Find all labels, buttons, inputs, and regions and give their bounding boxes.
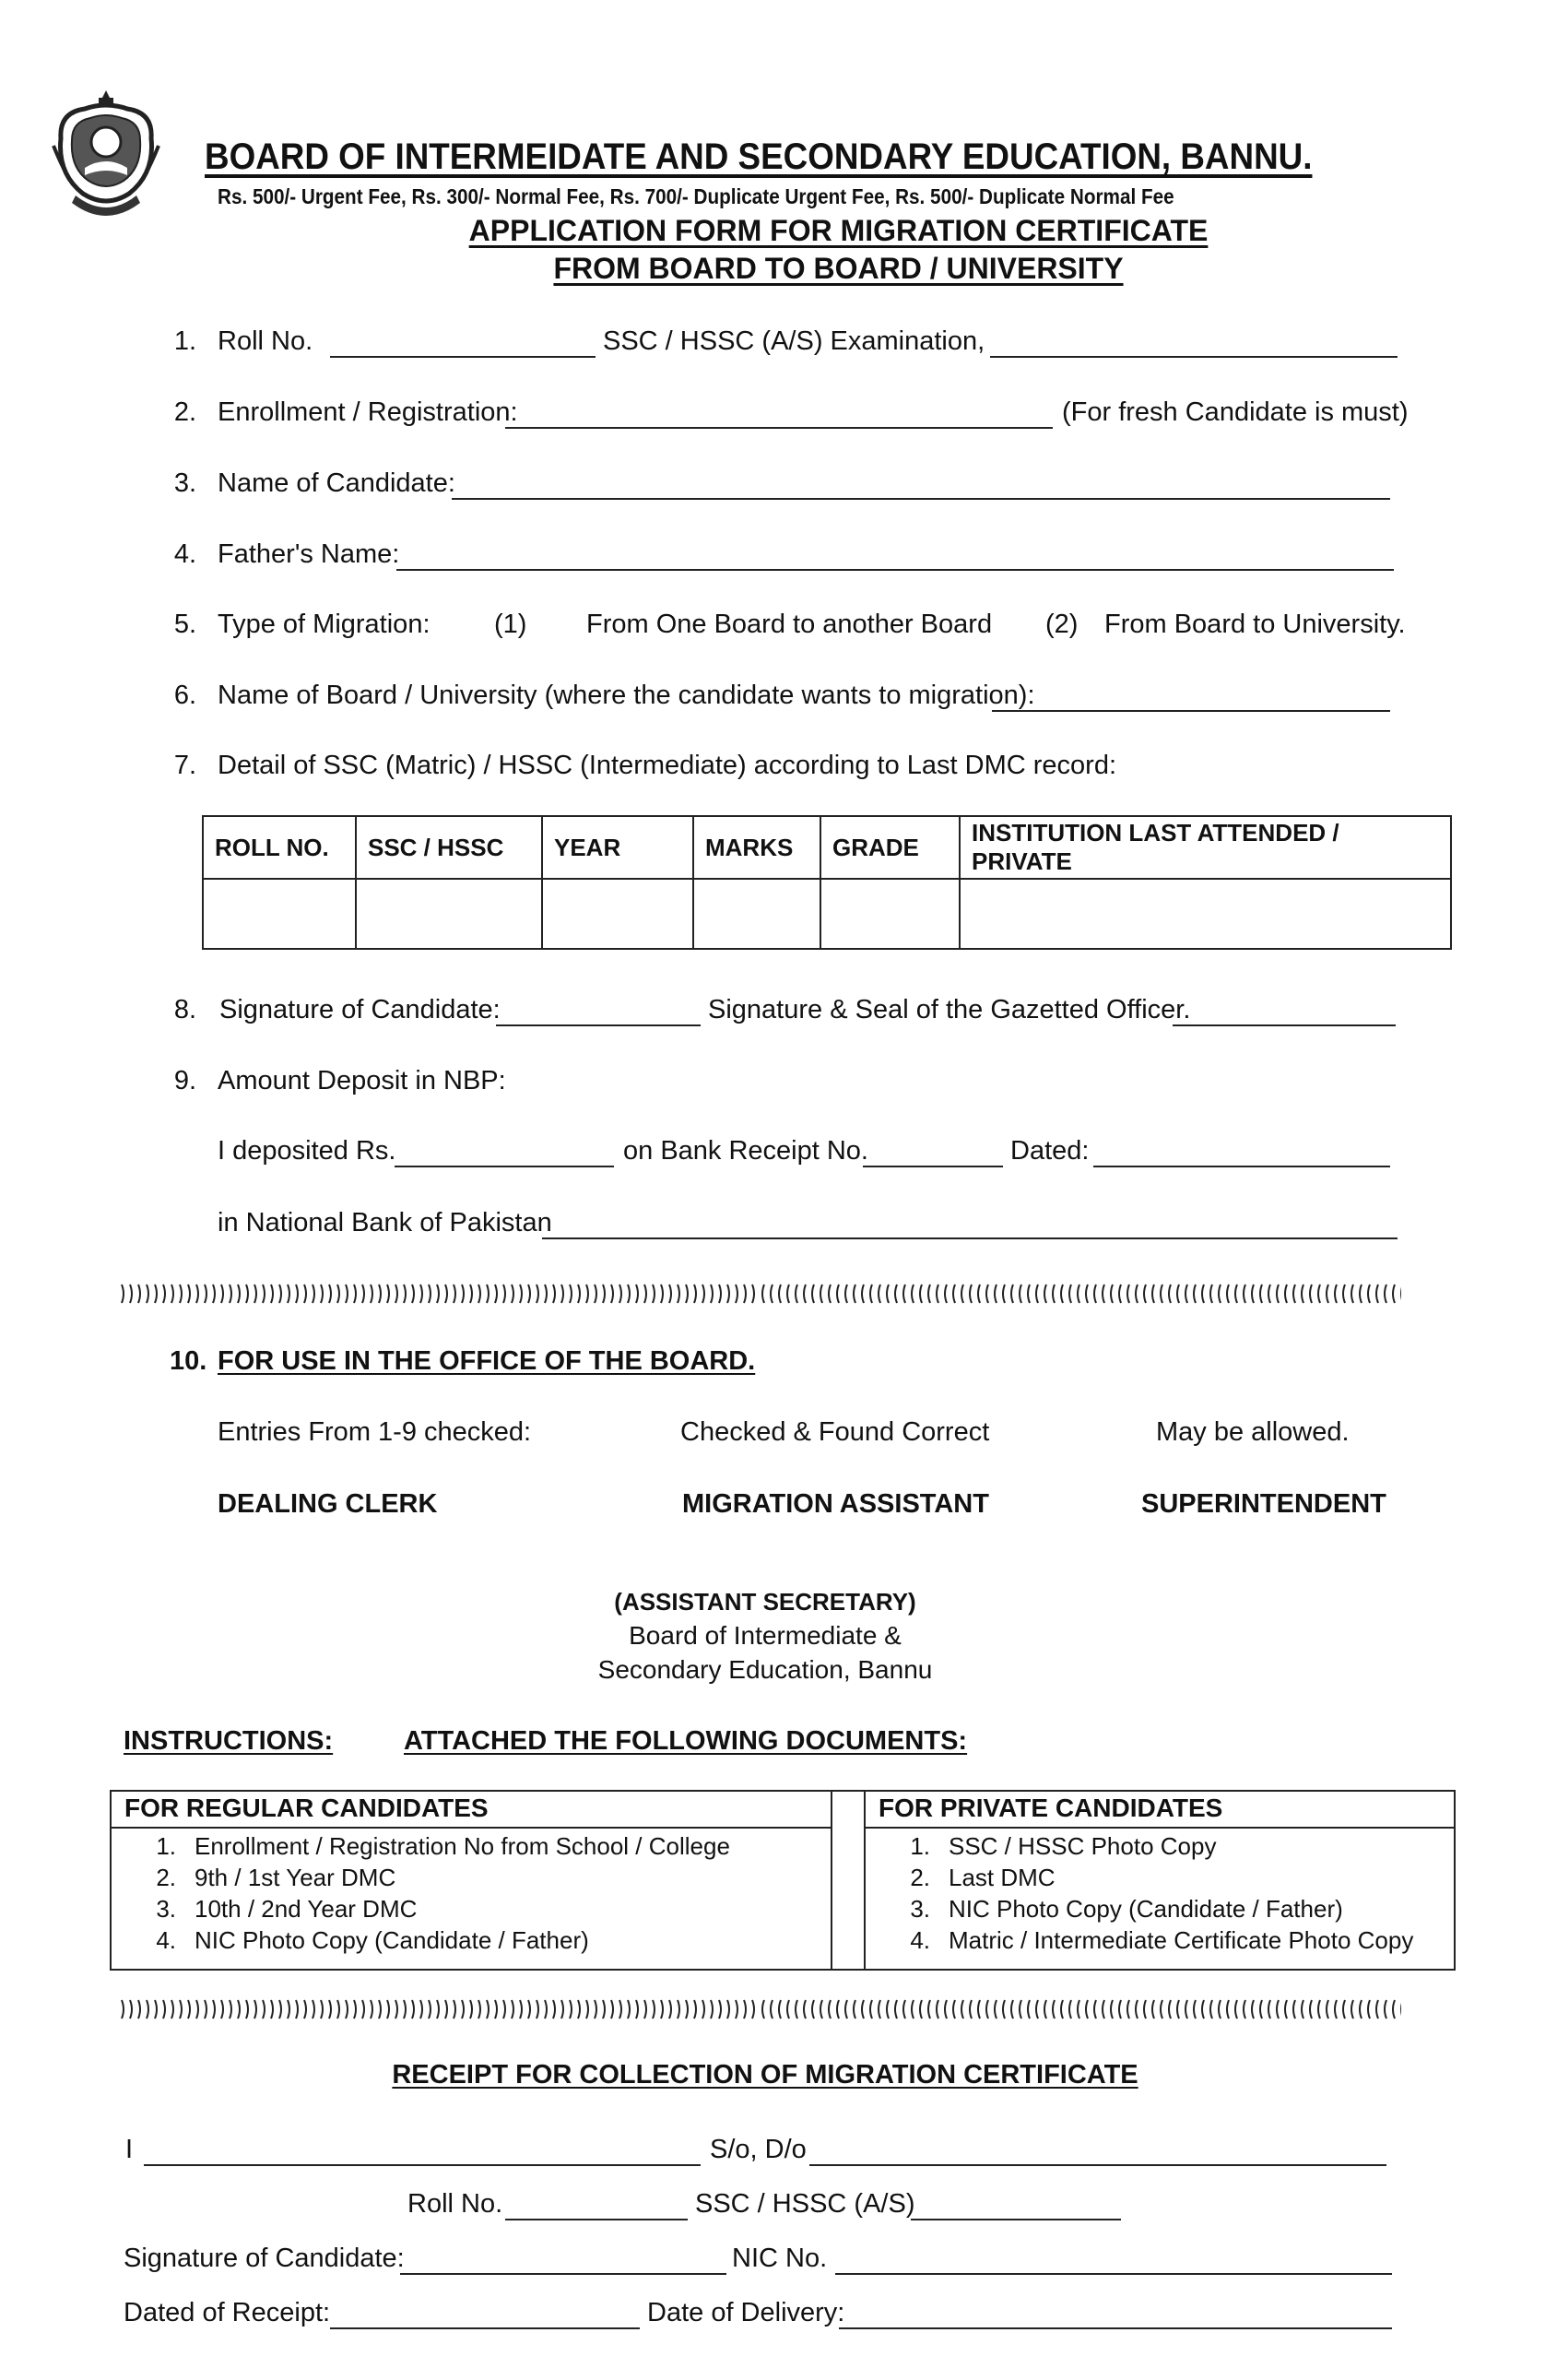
receipt-name-field[interactable] bbox=[144, 2164, 701, 2166]
field-8-number: 8. bbox=[173, 995, 196, 1024]
table-spacer bbox=[832, 1791, 865, 1828]
migration-option-2[interactable]: From Board to University. bbox=[1104, 610, 1406, 639]
delivery-date-label: Date of Delivery: bbox=[647, 2298, 845, 2327]
documents-table bbox=[110, 1790, 1456, 1971]
bank-receipt-field[interactable] bbox=[863, 1166, 1003, 1167]
candidate-signature-field[interactable] bbox=[496, 1024, 701, 1026]
list-item: 4. NIC Photo Copy (Candidate / Father) bbox=[156, 1926, 589, 1954]
form-subtitle: FROM BOARD TO BOARD / UNIVERSITY bbox=[553, 252, 1124, 285]
list-item: 3. NIC Photo Copy (Candidate / Father) bbox=[910, 1895, 1343, 1923]
receipt-nic-field[interactable] bbox=[835, 2273, 1392, 2275]
dmc-header-year: YEAR bbox=[542, 816, 693, 879]
field-2-number: 2. bbox=[173, 397, 196, 427]
board-logo-seal bbox=[48, 85, 164, 223]
enrollment-field[interactable] bbox=[505, 427, 1053, 429]
cut-line-divider bbox=[120, 1282, 1401, 1306]
private-documents-cell bbox=[865, 1828, 1455, 1970]
migration-assistant-label: MIGRATION ASSISTANT bbox=[682, 1489, 989, 1519]
examination-label: SSC / HSSC (A/S) Examination, bbox=[603, 326, 985, 356]
receipt-ssc-field[interactable] bbox=[911, 2219, 1121, 2220]
receipt-so-do-label: S/o, D/o bbox=[710, 2135, 807, 2164]
receipt-roll-label: Roll No. bbox=[407, 2189, 503, 2219]
enrollment-note: (For fresh Candidate is must) bbox=[1062, 397, 1409, 427]
nbp-branch-field[interactable] bbox=[542, 1237, 1398, 1239]
dmc-header-marks: MARKS bbox=[693, 816, 820, 879]
migration-option-2-number: (2) bbox=[1045, 610, 1079, 639]
list-item: 2. 9th / 1st Year DMC bbox=[156, 1864, 396, 1891]
migration-option-1-number: (1) bbox=[494, 610, 527, 639]
gazetted-officer-label: Signature & Seal of the Gazetted Officer. bbox=[708, 995, 1191, 1024]
dmc-header-institution: INSTITUTION LAST ATTENDED / PRIVATE bbox=[960, 816, 1451, 879]
field-6-number: 6. bbox=[173, 681, 196, 710]
dmc-header-grade: GRADE bbox=[820, 816, 960, 879]
delivery-date-field[interactable] bbox=[839, 2327, 1392, 2329]
list-item: 4. Matric / Intermediate Certificate Photo Copy bbox=[910, 1926, 1414, 1954]
receipt-date-field[interactable] bbox=[330, 2327, 640, 2329]
regular-documents-list bbox=[112, 1829, 831, 1969]
enrollment-label: Enrollment / Registration: bbox=[218, 397, 518, 427]
bank-receipt-label: on Bank Receipt No. bbox=[623, 1136, 868, 1166]
entries-checked-text: Entries From 1-9 checked: bbox=[218, 1417, 532, 1447]
deposit-dated-label: Dated: bbox=[1010, 1136, 1090, 1166]
private-documents-list bbox=[866, 1829, 1454, 1969]
father-name-label: Father's Name: bbox=[218, 539, 400, 569]
deposited-rs-label: I deposited Rs. bbox=[218, 1136, 396, 1166]
receipt-date-label: Dated of Receipt: bbox=[124, 2298, 331, 2327]
field-9-number: 9. bbox=[173, 1066, 196, 1095]
dmc-level-cell[interactable] bbox=[356, 879, 542, 949]
office-section-number: 10. bbox=[170, 1346, 207, 1376]
office-section-title: FOR USE IN THE OFFICE OF THE BOARD. bbox=[218, 1346, 756, 1376]
deposit-date-field[interactable] bbox=[1093, 1166, 1390, 1167]
receipt-i-label: I bbox=[125, 2135, 134, 2164]
assistant-secretary-line-2: Secondary Education, Bannu bbox=[597, 1655, 933, 1684]
receipt-nic-label: NIC No. bbox=[732, 2244, 828, 2273]
dmc-detail-label: Detail of SSC (Matric) / HSSC (Intermediate) according to Last DMC record: bbox=[218, 751, 1117, 780]
dmc-year-cell[interactable] bbox=[542, 879, 693, 949]
amount-deposit-label: Amount Deposit in NBP: bbox=[218, 1066, 506, 1095]
dmc-header-roll: ROLL NO. bbox=[203, 816, 356, 879]
private-candidates-header: FOR PRIVATE CANDIDATES bbox=[865, 1791, 1455, 1828]
assistant-secretary-line-1: Board of Intermediate & bbox=[629, 1621, 902, 1650]
list-item: 3. 10th / 2nd Year DMC bbox=[156, 1895, 418, 1923]
receipt-roll-field[interactable] bbox=[505, 2219, 688, 2220]
dealing-clerk-label: DEALING CLERK bbox=[218, 1489, 438, 1519]
field-5-number: 5. bbox=[173, 610, 196, 639]
regular-candidates-header: FOR REGULAR CANDIDATES bbox=[111, 1791, 832, 1828]
gazetted-officer-field[interactable] bbox=[1173, 1024, 1396, 1026]
list-item: 1. SSC / HSSC Photo Copy bbox=[910, 1832, 1217, 1860]
board-title: BOARD OF INTERMEIDATE AND SECONDARY EDUCATION, BANNU. bbox=[205, 136, 1313, 177]
superintendent-label: SUPERINTENDENT bbox=[1141, 1489, 1386, 1519]
target-board-label: Name of Board / University (where the candidate wants to migration): bbox=[218, 681, 1035, 710]
field-7-number: 7. bbox=[173, 751, 196, 780]
candidate-signature-label: Signature of Candidate: bbox=[219, 995, 501, 1024]
examination-field[interactable] bbox=[990, 356, 1398, 358]
fee-schedule: Rs. 500/- Urgent Fee, Rs. 300/- Normal Fee, Rs. 700/- Duplicate Urgent Fee, Rs. 500/- Duplicate Normal Fee bbox=[218, 184, 1174, 208]
checked-correct-text: Checked & Found Correct bbox=[680, 1417, 990, 1447]
dmc-institution-cell[interactable] bbox=[960, 879, 1451, 949]
target-board-field[interactable] bbox=[992, 710, 1390, 712]
dmc-entry-row bbox=[203, 879, 1451, 949]
assistant-secretary-title: (ASSISTANT SECRETARY) bbox=[614, 1588, 916, 1616]
may-be-allowed-text: May be allowed. bbox=[1156, 1417, 1350, 1447]
dmc-record-table bbox=[202, 815, 1452, 950]
father-name-field[interactable] bbox=[396, 569, 1394, 571]
receipt-parent-field[interactable] bbox=[809, 2164, 1386, 2166]
form-title: APPLICATION FORM FOR MIGRATION CERTIFICATE bbox=[468, 214, 1209, 247]
list-item: 2. Last DMC bbox=[910, 1864, 1056, 1891]
migration-type-label: Type of Migration: bbox=[218, 610, 431, 639]
dmc-header-row bbox=[203, 816, 1451, 879]
regular-documents-cell bbox=[111, 1828, 832, 1970]
dmc-marks-cell[interactable] bbox=[693, 879, 820, 949]
table-spacer bbox=[832, 1828, 865, 1970]
candidate-name-label: Name of Candidate: bbox=[218, 468, 455, 498]
receipt-ssc-label: SSC / HSSC (A/S) bbox=[695, 2189, 915, 2219]
instructions-label: INSTRUCTIONS: bbox=[124, 1726, 334, 1756]
dmc-grade-cell[interactable] bbox=[820, 879, 960, 949]
field-1-number: 1. bbox=[173, 326, 196, 356]
field-3-number: 3. bbox=[173, 468, 196, 498]
receipt-signature-label: Signature of Candidate: bbox=[124, 2244, 405, 2273]
list-item: 1. Enrollment / Registration No from School / College bbox=[156, 1832, 730, 1860]
cut-line-divider bbox=[120, 1997, 1401, 2021]
instructions-heading: ATTACHED THE FOLLOWING DOCUMENTS: bbox=[404, 1726, 968, 1756]
roll-no-field[interactable] bbox=[330, 356, 596, 358]
migration-option-1[interactable]: From One Board to another Board bbox=[586, 610, 993, 639]
receipt-signature-field[interactable] bbox=[400, 2273, 726, 2275]
field-4-number: 4. bbox=[173, 539, 196, 569]
receipt-title: RECEIPT FOR COLLECTION OF MIGRATION CERTIFICATE bbox=[392, 2060, 1138, 2090]
dmc-roll-cell[interactable] bbox=[203, 879, 356, 949]
deposited-amount-field[interactable] bbox=[395, 1166, 614, 1167]
dmc-header-level: SSC / HSSC bbox=[356, 816, 542, 879]
roll-no-label: Roll No. bbox=[218, 326, 313, 356]
nbp-branch-label: in National Bank of Pakistan bbox=[218, 1208, 552, 1237]
candidate-name-field[interactable] bbox=[452, 498, 1390, 500]
